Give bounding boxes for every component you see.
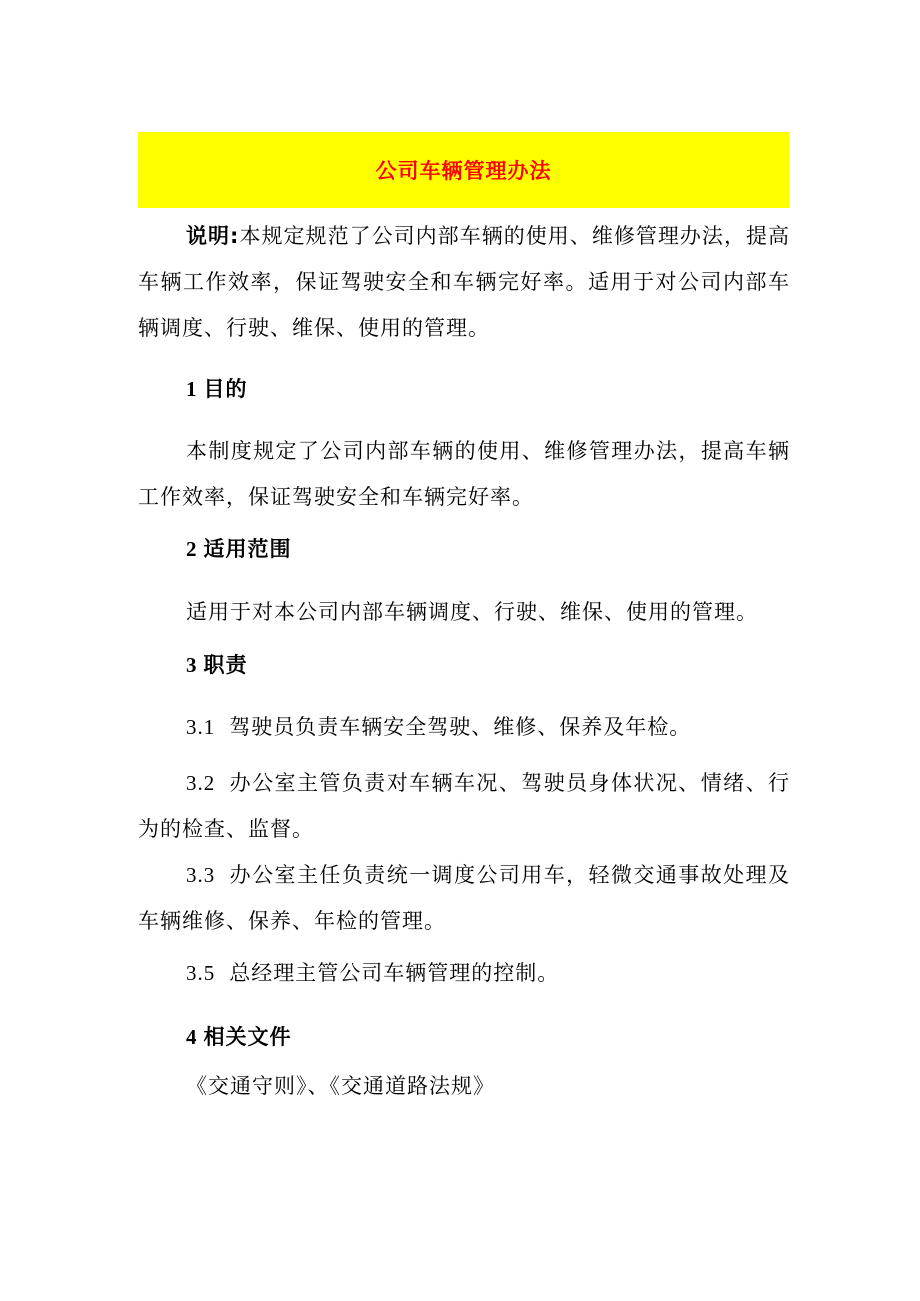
section-2-body: 适用于对本公司内部车辆调度、行驶、维保、使用的管理。: [186, 600, 758, 624]
related-documents: 《交通守则》、《交通道路法规》: [186, 1074, 495, 1098]
section-title: 相关文件: [203, 1025, 292, 1049]
item-text: 办公室主管负责对车辆车况、驾驶员身体状况、情绪、行为的检查、监督。: [138, 771, 790, 841]
section-heading-4: [186, 1022, 292, 1052]
document-title: 公司车辆管理办法: [375, 159, 552, 183]
item-number: 3.5: [186, 961, 216, 985]
section-heading-1: [186, 374, 248, 404]
item-text: 驾驶员负责车辆安全驾驶、维修、保养及年检。: [229, 715, 692, 739]
item-text: 总经理主管公司车辆管理的控制。: [229, 961, 560, 985]
responsibility-item: [138, 950, 790, 996]
section-title: 职责: [203, 653, 248, 677]
title-banner: [138, 132, 789, 208]
section-number: 4: [186, 1025, 198, 1049]
responsibility-item: [138, 852, 790, 944]
section-number: 3: [186, 653, 198, 677]
responsibility-item: [138, 704, 790, 750]
item-number: 3.2: [186, 771, 216, 795]
intro-label: 说明:: [186, 224, 240, 248]
item-number: 3.1: [186, 715, 216, 739]
section-title: 适用范围: [203, 537, 292, 561]
item-number: 3.3: [186, 863, 216, 887]
intro-paragraph: [138, 213, 790, 351]
section-heading-3: [186, 650, 248, 680]
responsibility-item: [138, 760, 790, 852]
item-text: 办公室主任负责统一调度公司用车，轻微交通事故处理及车辆维修、保养、年检的管理。: [138, 863, 790, 933]
intro-text: 本规定规范了公司内部车辆的使用、维修管理办法，提高车辆工作效率，保证驾驶安全和车辆完好率。适用于对公司内部车辆调度、行驶、维保、使用的管理。: [138, 224, 791, 340]
section-title: 目的: [203, 377, 248, 401]
section-heading-2: [186, 534, 292, 564]
section-number: 2: [186, 537, 198, 561]
section-1-body: 本制度规定了公司内部车辆的使用、维修管理办法，提高车辆工作效率，保证驾驶安全和车辆完好率。: [138, 439, 790, 509]
section-number: 1: [186, 377, 198, 401]
